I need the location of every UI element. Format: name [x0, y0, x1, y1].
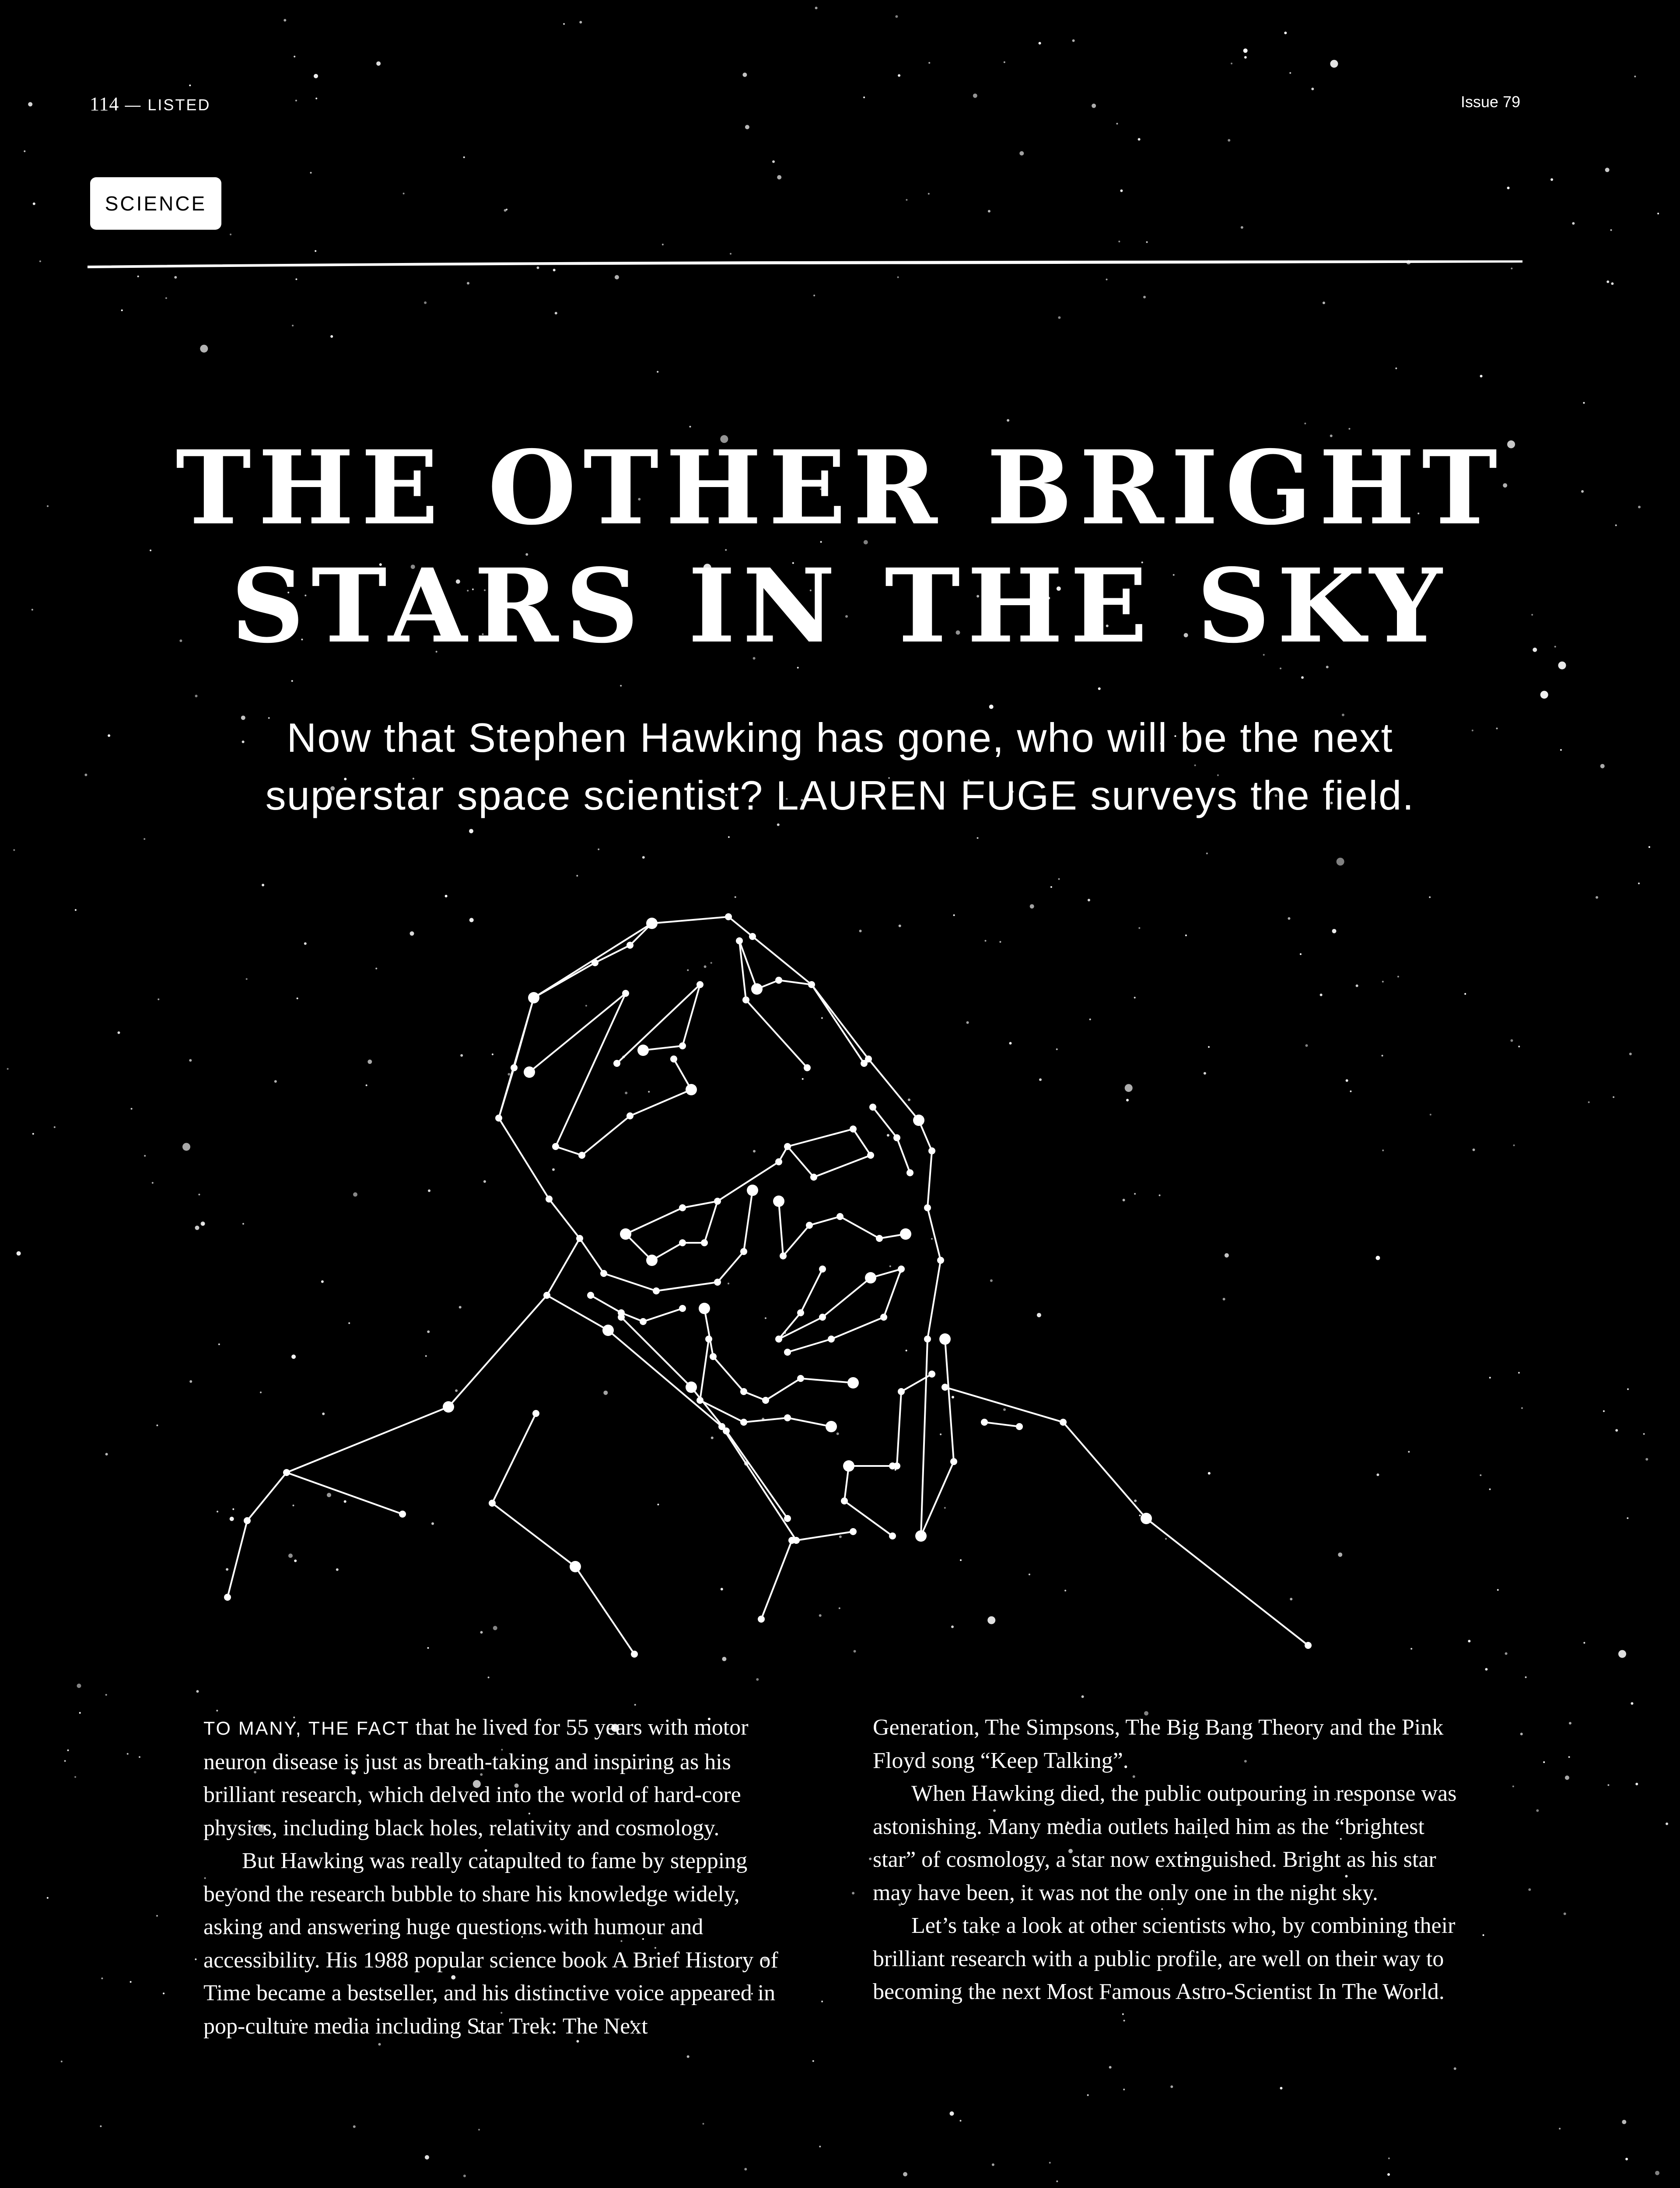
constellation-star — [828, 1336, 835, 1343]
constellation-star — [740, 1248, 747, 1255]
constellation-star — [749, 933, 756, 940]
constellation-line — [499, 923, 652, 1118]
constellation-star — [714, 1279, 721, 1286]
constellation-star — [850, 1126, 857, 1133]
standfirst-line-1: Now that Stephen Hawking has gone, who will be the next — [287, 715, 1393, 761]
constellation-star — [1305, 1642, 1312, 1649]
constellation-star — [758, 1616, 765, 1623]
constellation-star — [532, 1410, 539, 1417]
standfirst-line-2: superstar space scientist? LAUREN FUGE surveys the field. — [265, 772, 1415, 818]
constellation-star — [804, 1064, 811, 1071]
constellation-star — [528, 992, 539, 1003]
constellation-star — [981, 1419, 988, 1426]
constellation-line — [788, 1129, 871, 1177]
constellation-line — [591, 1295, 682, 1322]
section-name: LISTED — [147, 96, 211, 114]
constellation-star — [942, 1384, 948, 1391]
constellation-star — [552, 1143, 559, 1150]
paragraph-2: But Hawking was really catapulted to fame by stepping beyond the research bubble to share his knowledge widely, asking and answering huge questions with humour and accessibility. His 1988 popular science book A Brief History of Time became a bestseller, and his distinctive voice appeared in pop-culture media including Star Trek: The Next — [203, 1848, 778, 2039]
constellation-star — [784, 1349, 791, 1356]
header-separator: — — [125, 96, 142, 114]
constellation-line — [617, 985, 700, 1063]
constellation-line — [704, 1308, 853, 1400]
constellation-star — [880, 1314, 887, 1321]
constellation-star — [699, 1303, 710, 1314]
constellation-star — [876, 1235, 883, 1242]
constellation-star — [443, 1401, 454, 1413]
paragraph-1-text: that he lived for 55 years with motor neuron disease is just as breath-taking and inspiring as his brilliant research, which delved into the world of hard-core physics, including black holes, relativity and cosmology. — [203, 1715, 749, 1841]
headline-line-1: THE OTHER BRIGHT — [175, 428, 1505, 547]
constellation-star — [784, 1143, 791, 1150]
headline-line-2: STARS IN THE SKY — [231, 546, 1449, 666]
constellation-line — [844, 1466, 892, 1536]
constellation-star — [705, 1336, 712, 1343]
constellation-star — [646, 918, 658, 929]
constellation-star — [773, 1196, 784, 1207]
constellation-star — [686, 1084, 697, 1095]
constellation-star — [869, 1104, 876, 1111]
paragraph-3: When Hawking died, the public outpouring in response was astonishing. Many media outlets hailed him as the “brightest star” of cosmology, a star now extinguished. Bright as his star may have been, it was not the only one in the night sky. — [873, 1781, 1457, 1905]
constellation-star — [686, 1382, 697, 1393]
constellation-star — [646, 1255, 658, 1266]
constellation-star — [913, 1115, 924, 1126]
constellation-star — [640, 1318, 647, 1325]
constellation-star — [224, 1594, 231, 1601]
paragraph-4: Let’s take a look at other scientists who, by combining their brilliant research with a public profile, are well on their way to becoming the next Most Famous Astro-Scientist In The World. — [873, 1913, 1456, 2004]
constellation-line — [534, 917, 941, 1536]
constellation-star — [906, 1169, 914, 1176]
constellation-star — [570, 1561, 581, 1572]
constellation-line — [287, 1473, 402, 1514]
constellation-line — [492, 1413, 634, 1654]
constellation-star — [950, 1458, 957, 1465]
constellation-line — [228, 998, 580, 1597]
constellation-star — [736, 937, 743, 944]
constellation-star — [714, 1198, 721, 1205]
constellation-star — [788, 1537, 795, 1544]
constellation-star — [893, 1134, 900, 1141]
constellation-star — [747, 1185, 758, 1196]
constellation-star — [723, 1427, 730, 1434]
constellation-line — [873, 1107, 910, 1173]
constellation-star — [775, 977, 782, 984]
constellation-star — [587, 1292, 594, 1299]
constellation-star — [900, 1228, 911, 1240]
constellation-star — [810, 1174, 817, 1181]
paragraph-1 — [203, 1711, 796, 1844]
constellation-star — [1141, 1513, 1152, 1524]
constellation-line — [643, 1046, 682, 1050]
constellation-star — [613, 1060, 620, 1067]
constellation-line — [945, 1387, 1308, 1645]
constellation-star — [679, 1305, 686, 1312]
constellation-star — [710, 1353, 717, 1360]
constellation-star — [489, 1500, 496, 1507]
constellation-star — [1060, 1419, 1067, 1426]
constellation-star — [592, 959, 598, 966]
constellation-star — [775, 1336, 782, 1343]
issue-number: Issue 79 — [1460, 93, 1520, 111]
constellation-star — [244, 1517, 251, 1524]
constellation-star — [928, 1371, 935, 1378]
constellation-star — [742, 996, 749, 1003]
constellation-star — [546, 1196, 553, 1203]
constellation-star — [775, 1158, 782, 1165]
constellation-star — [626, 1112, 634, 1119]
constellation-star — [924, 1336, 931, 1343]
constellation-star — [637, 1045, 649, 1056]
constellation-star — [780, 1252, 787, 1259]
constellation-star — [841, 1497, 848, 1504]
category-tag: SCIENCE — [90, 177, 221, 230]
constellation-star — [740, 1419, 747, 1426]
constellation-line — [761, 1540, 792, 1619]
page-number: 114 — [90, 93, 119, 115]
constellation-line — [626, 1201, 718, 1260]
constellation-star — [543, 1292, 550, 1299]
constellation-star — [762, 1397, 769, 1404]
constellation-star — [740, 1388, 747, 1395]
constellation-star — [808, 981, 815, 988]
constellation-star — [283, 1469, 290, 1476]
constellation-line — [529, 993, 691, 1155]
constellation-line — [779, 1269, 901, 1352]
constellation-star — [797, 1309, 804, 1316]
constellation-star — [679, 1239, 686, 1246]
constellation-star — [836, 1213, 844, 1220]
constellation-star — [620, 1228, 631, 1240]
constellation-star — [576, 1235, 583, 1242]
article-column-right — [873, 1711, 1466, 2009]
constellation-star — [843, 1460, 854, 1472]
constellation-star — [893, 1462, 900, 1469]
constellation-star — [784, 1515, 791, 1522]
constellation-star — [915, 1530, 927, 1542]
constellation-star — [600, 1270, 607, 1277]
constellation-star — [622, 990, 629, 997]
constellation-star — [399, 1511, 406, 1518]
constellation-star — [725, 913, 732, 920]
constellation-star — [631, 1651, 638, 1658]
constellation-star — [924, 1204, 931, 1211]
constellation-star — [696, 1397, 704, 1404]
constellation-star — [679, 1204, 686, 1211]
constellation-star — [797, 1375, 804, 1382]
constellation-star — [1016, 1423, 1023, 1430]
constellation-star — [495, 1115, 502, 1122]
constellation-star — [578, 1152, 585, 1159]
constellation-star — [670, 1055, 677, 1062]
constellation-line — [700, 1339, 831, 1427]
constellation-star — [511, 1064, 518, 1071]
constellation-star — [898, 1388, 905, 1395]
constellation-star — [826, 1421, 837, 1432]
constellation-star — [618, 1314, 625, 1321]
constellation-star — [626, 942, 634, 949]
constellation-line — [779, 1201, 906, 1256]
constellation-star — [889, 1532, 896, 1539]
constellation-star — [524, 1066, 535, 1078]
constellation-line — [547, 1295, 853, 1540]
constellation-star — [696, 981, 704, 988]
constellation-star — [602, 1325, 614, 1336]
constellation-star — [898, 1266, 905, 1273]
constellation-line — [984, 1422, 1019, 1427]
constellation-line — [739, 941, 864, 1063]
constellation-star — [806, 1222, 813, 1229]
constellation-star — [850, 1528, 857, 1535]
constellation-star — [865, 1272, 876, 1283]
constellation-star — [679, 1042, 686, 1049]
constellation-line — [739, 941, 807, 1068]
constellation-star — [751, 983, 763, 995]
constellation-star — [847, 1377, 859, 1389]
paragraph-2-continued: Generation, The Simpsons, The Big Bang Theory and the Pink Floyd song “Keep Talking”. — [873, 1715, 1444, 1773]
constellation-star — [819, 1266, 826, 1273]
constellation-star — [653, 1287, 660, 1294]
constellation-star — [784, 1414, 791, 1421]
article-column-left — [203, 1711, 796, 2043]
constellation-star — [819, 1314, 826, 1321]
constellation-star — [867, 1152, 874, 1159]
constellation-star — [861, 1060, 868, 1067]
constellation-star — [937, 1257, 944, 1264]
constellation-star — [928, 1147, 935, 1154]
lead-in: TO MANY, THE FACT — [203, 1718, 410, 1739]
constellation-star — [701, 1239, 708, 1246]
constellation-star — [939, 1333, 951, 1345]
